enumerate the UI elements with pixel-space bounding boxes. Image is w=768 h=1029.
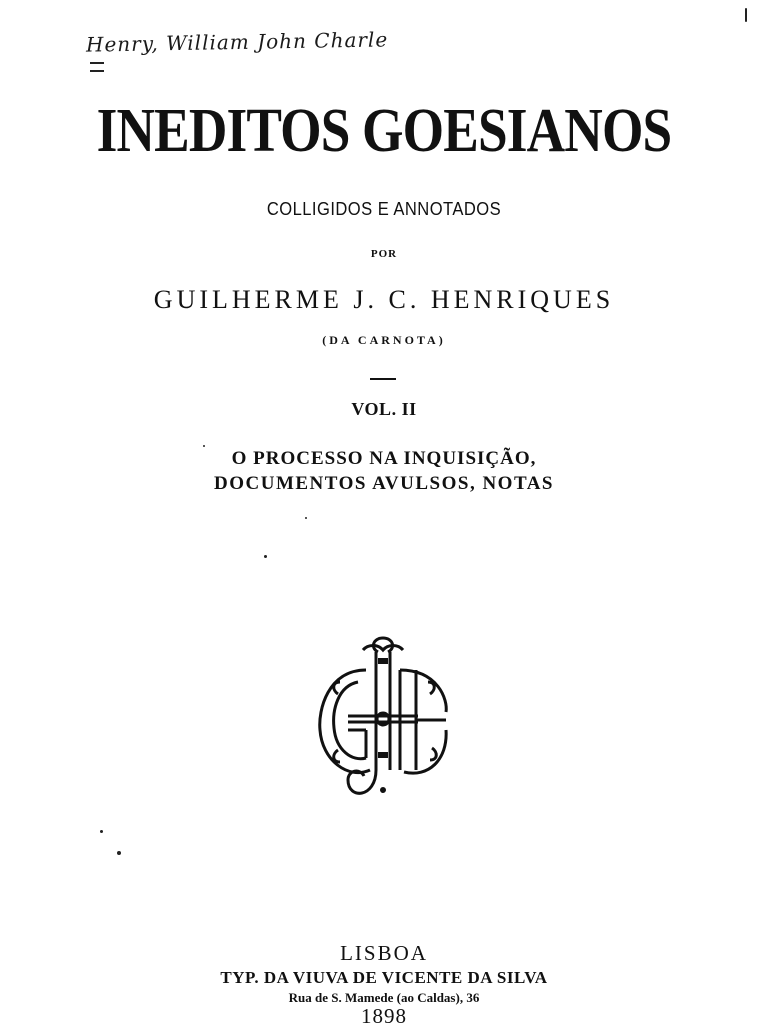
print-speck: [745, 8, 747, 22]
handwritten-underline: [90, 62, 104, 72]
monogram-ornament-icon: [308, 630, 458, 810]
volume-label: VOL. II: [351, 399, 417, 419]
imprint-printer: TYP. DA VIUVA DE VICENTE DA SILVA: [220, 968, 548, 987]
author-name: GUILHERME J. C. HENRIQUES: [153, 285, 615, 314]
imprint-city: LISBOA: [340, 941, 428, 965]
print-speck: [117, 851, 121, 855]
book-subtitle: COLLIGIDOS E ANNOTADOS: [266, 199, 502, 219]
divider-rule: [370, 378, 396, 380]
imprint-year: 1898: [361, 1004, 407, 1028]
imprint-address: Rua de S. Mamede (ao Caldas), 36: [288, 990, 480, 1005]
book-title: INEDITOS GOESIANOS: [96, 97, 672, 165]
print-speck: [264, 555, 267, 558]
print-speck: [305, 517, 307, 519]
author-title: (DA CARNOTA): [322, 333, 446, 347]
print-speck: [203, 445, 205, 447]
print-speck: [100, 830, 103, 833]
handwritten-inscription: Henry, William John Charle: [85, 27, 389, 57]
contents-line-1: O PROCESSO NA INQUISIÇÃO,: [231, 448, 537, 469]
by-label: POR: [370, 248, 398, 260]
contents-line-2: DOCUMENTOS AVULSOS, NOTAS: [214, 473, 554, 494]
